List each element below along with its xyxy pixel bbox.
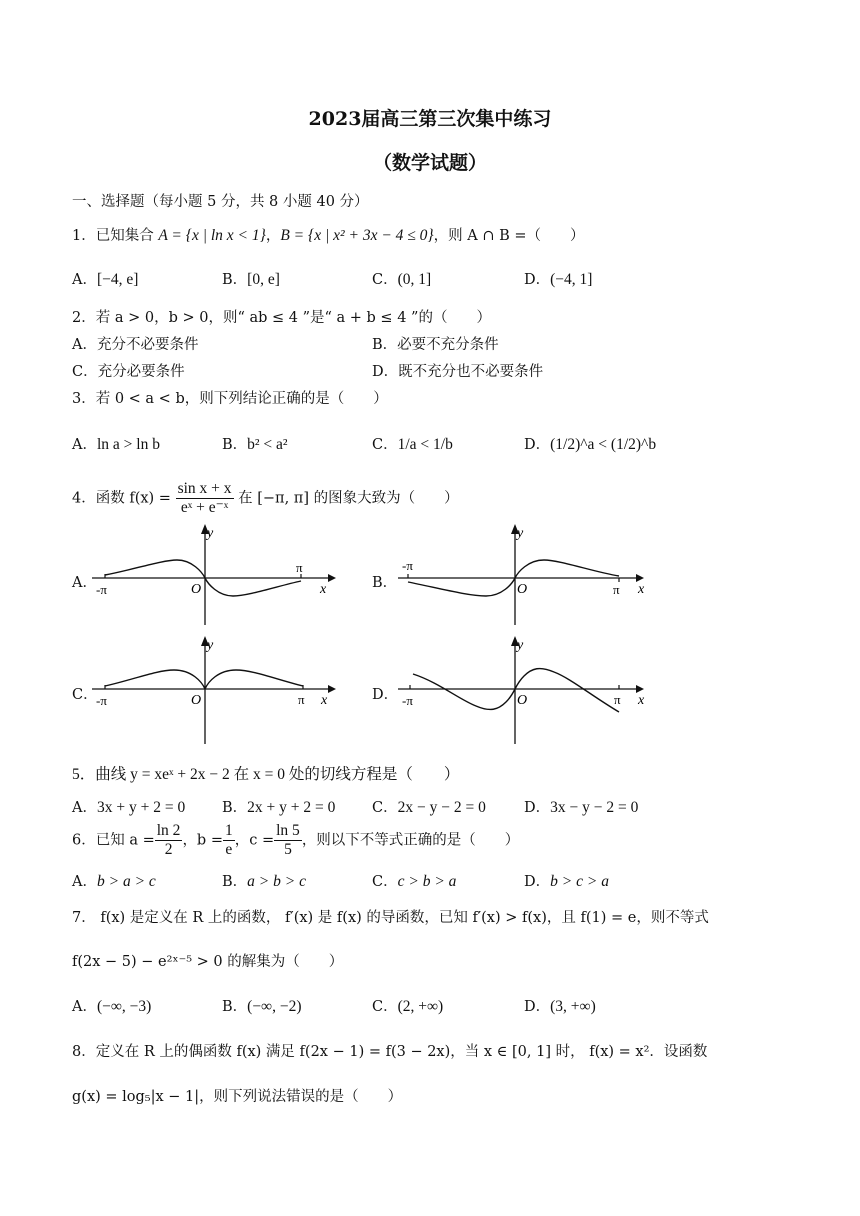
set-a: A = {x | ln x < 1}	[158, 227, 266, 244]
pi-label: π	[613, 582, 620, 597]
pi-label: π	[298, 692, 305, 707]
q7-option-d: D．(3, +∞)	[524, 998, 596, 1015]
question-8-line-2: g(x) = log₅|x − 1|，则下列说法错误的是（ ）	[72, 1089, 403, 1105]
page-subtitle: （数学试题）	[372, 152, 487, 174]
fraction-a: $\frac{\ln 2}{2}$	[156, 822, 181, 858]
q3-option-b: B．b² < a²	[222, 436, 288, 453]
question-5-stem: 5．曲线 y = xeˣ + 2x − 2 在 x = 0 处的切线方程是（ ）	[72, 766, 460, 783]
q7-option-a: A．(−∞, −3)	[72, 998, 152, 1015]
q1-option-c: C．(0, 1]	[372, 271, 432, 288]
q5-option-a: A．3x + y + 2 = 0	[72, 799, 186, 816]
y-axis-label: y	[207, 638, 214, 653]
neg-pi-label: -π	[96, 693, 107, 708]
pi-label: π	[296, 560, 303, 575]
q4-graph-b	[398, 520, 650, 630]
q6-option-a: A．b > a > c	[72, 873, 156, 890]
q1-option-b: B．[0, e]	[222, 271, 280, 288]
q1-option-d: D．(−4, 1]	[524, 271, 593, 288]
q4-fraction: $\frac{\text{sin x + x}}{\text{eˣ + e⁻ˣ}}$	[177, 480, 232, 516]
fraction-b: $\frac{1}{e}$	[224, 822, 233, 858]
question-7-line-2: f(2x − 5) − e²ˣ⁻⁵ > 0 的解集为（ ）	[72, 954, 344, 970]
q6-option-b: B．a > b > c	[222, 873, 306, 890]
x-axis-label: x	[320, 582, 327, 597]
origin-label: O	[191, 693, 202, 708]
q2-option-b: B．必要不充分条件	[372, 337, 499, 353]
pi-label: π	[614, 692, 621, 707]
y-axis-label: y	[517, 526, 524, 541]
origin-label: O	[517, 582, 528, 597]
q2-option-d: D．既不充分也不必要条件	[372, 364, 544, 380]
q5-option-d: D．3x − y − 2 = 0	[524, 799, 639, 816]
q3-option-d: D．(1/2)^a < (1/2)^b	[524, 436, 657, 453]
q4-graph-a	[92, 520, 342, 630]
q4-option-c-label: C．	[72, 687, 98, 703]
q4-graph-c	[92, 632, 342, 747]
page-title: 2023届高三第三次集中练习	[308, 108, 552, 130]
question-7-line-1: 7． f(x) 是定义在 R 上的函数， f′(x) 是 f(x) 的导函数，已知 f′(x) > f(x)，且 f(1) = e，则不等式	[72, 910, 709, 926]
q5-option-c: C．2x − y − 2 = 0	[372, 799, 486, 816]
neg-pi-label: -π	[96, 582, 107, 597]
x-axis-label: x	[638, 582, 645, 597]
question-1-stem: 1．已知集合 A = {x | ln x < 1}，B = {x | x² + 3x − 4 ≤ 0}，则 A ∩ B =（ ）	[72, 227, 585, 244]
question-3-stem: 3．若 0 < a < b，则下列结论正确的是（ ）	[72, 391, 388, 407]
question-4-stem: 4．函数 f(x) = $\frac{\text{sin x + x}}{\text{eˣ + e⁻ˣ}}$ 在 [−π, π] 的图象大致为（ ）	[72, 480, 459, 516]
q4-option-d-label: D．	[372, 687, 399, 703]
set-b: B = {x | x² + 3x − 4 ≤ 0}	[280, 227, 434, 244]
q4-option-a-label: A．	[72, 575, 97, 591]
origin-label: O	[517, 693, 528, 708]
q5-option-b: B．2x + y + 2 = 0	[222, 799, 336, 816]
q2-option-c: C．充分必要条件	[72, 364, 185, 380]
q2-option-a: A．充分不必要条件	[72, 337, 199, 353]
question-8-line-1: 8．定义在 R 上的偶函数 f(x) 满足 f(2x − 1) = f(3 − 2x)，当 x ∈ [0, 1] 时， f(x) = x²．设函数	[72, 1044, 708, 1060]
q6-option-d: D．b > c > a	[524, 873, 609, 890]
y-axis-label: y	[517, 638, 524, 653]
section-heading: 一、选择题（每小题 5 分，共 8 小题 40 分）	[72, 194, 369, 210]
q7-option-c: C．(2, +∞)	[372, 998, 444, 1015]
q6-option-c: C．c > b > a	[372, 873, 457, 890]
q4-graph-d	[398, 632, 650, 747]
y-axis-label: y	[207, 526, 214, 541]
question-2-stem: 2．若 a > 0，b > 0，则“ ab ≤ 4 ”是“ a + b ≤ 4 ”的（ ）	[72, 310, 491, 326]
q1-option-a: A．[−4, e]	[72, 271, 139, 288]
neg-pi-label: -π	[402, 693, 413, 708]
x-axis-label: x	[638, 693, 645, 708]
question-6-stem: 6．已知 a = $\frac{\ln 2}{2}$ ，b = $\frac{1}{e}$ ，c = $\frac{\ln 5}{5}$ ，则以下不等式正确的是（ ）	[72, 822, 520, 858]
q3-option-a: A．ln a > ln b	[72, 436, 160, 453]
fraction-c: $\frac{\ln 5}{5}$	[276, 822, 300, 858]
q7-option-b: B．(−∞, −2)	[222, 998, 302, 1015]
q4-option-b-label: B．	[372, 575, 398, 591]
origin-label: O	[191, 582, 202, 597]
neg-pi-label: -π	[402, 558, 413, 573]
x-axis-label: x	[321, 693, 328, 708]
q3-option-c: C．1/a < 1/b	[372, 436, 453, 453]
